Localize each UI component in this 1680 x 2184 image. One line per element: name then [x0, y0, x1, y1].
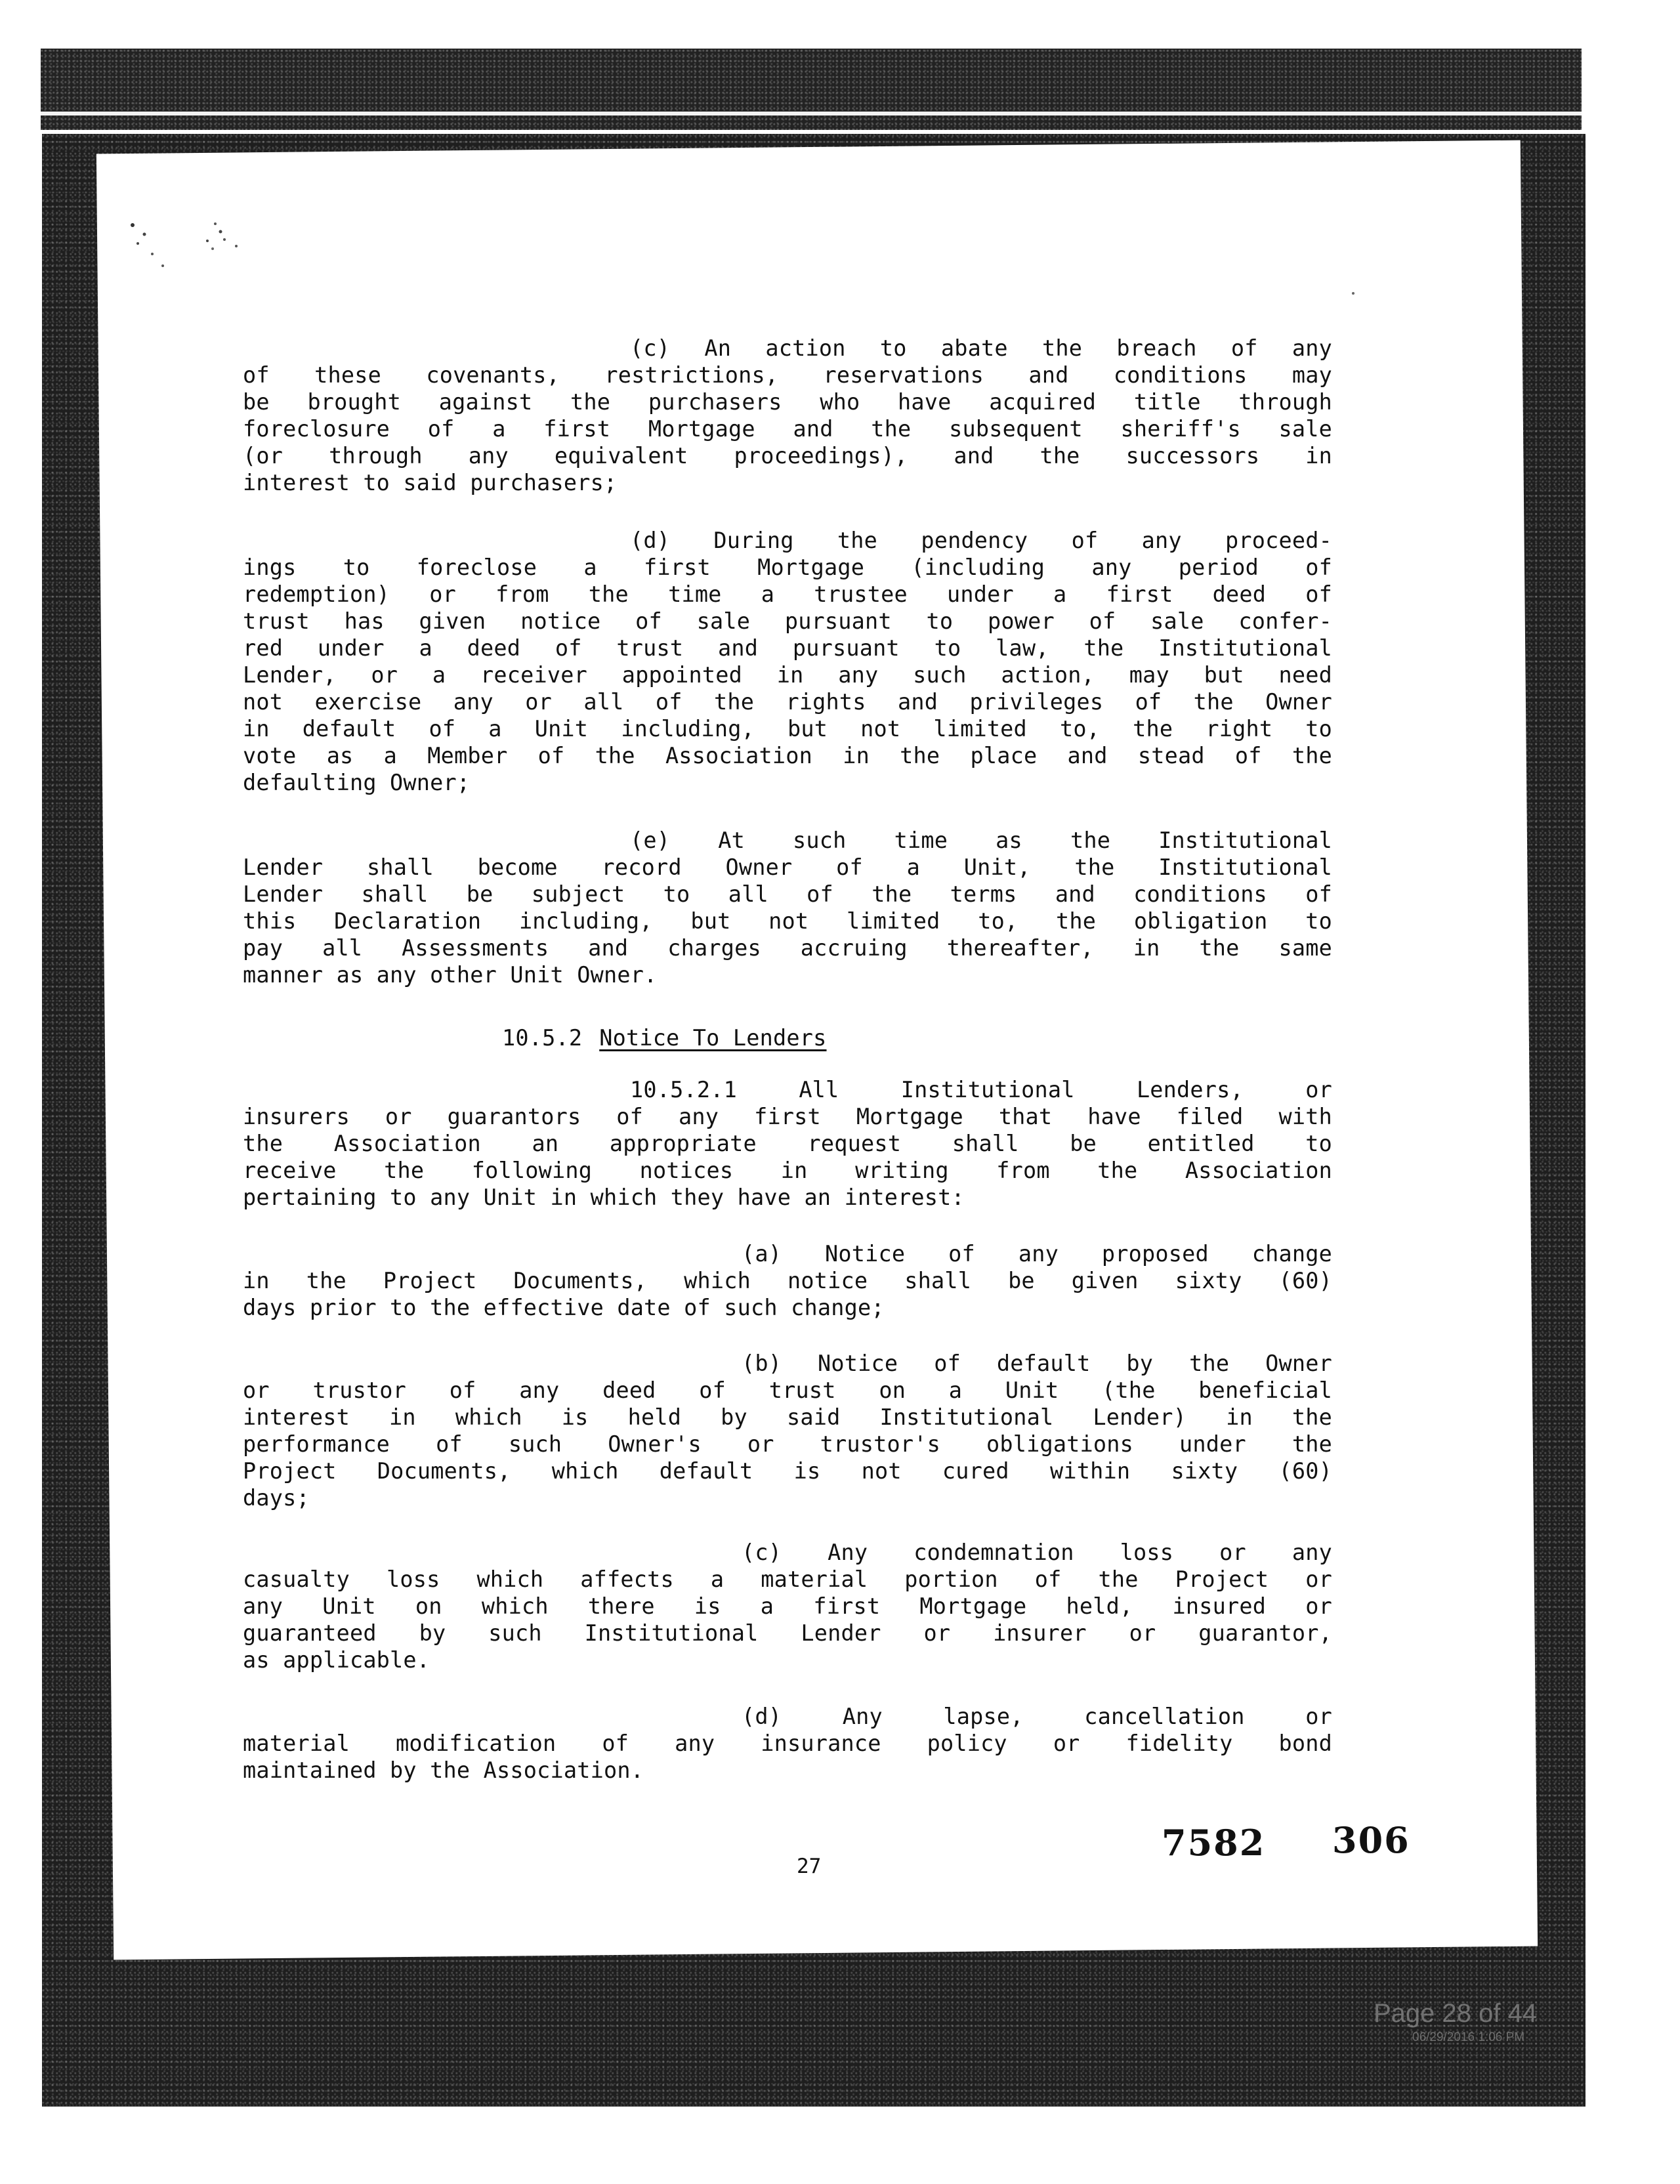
text-line: (e) At such time as the Institutional: [630, 828, 1332, 853]
text-line: defaulting Owner;: [243, 770, 471, 795]
page-number: 27: [797, 1855, 822, 1878]
text-line: performance of such Owner's or trustor's obligations under the: [243, 1431, 1332, 1457]
text-line: (or through any equivalent proceedings), and the successors in: [243, 443, 1332, 469]
recording-stamp-book: 7582: [1162, 1822, 1266, 1864]
text-line: (c) Any condemnation loss or any: [742, 1540, 1332, 1565]
scan-top-band: [41, 49, 1582, 130]
text-line: days;: [243, 1485, 310, 1511]
recording-stamp-page: 306: [1332, 1819, 1410, 1861]
text-line: redemption) or from the time a trustee under a first deed of: [243, 581, 1332, 607]
scan-speck: [1352, 292, 1354, 295]
text-line: interest in which is held by said Institutional Lender) in the: [243, 1404, 1332, 1430]
text-line: of these covenants, restrictions, reservations and conditions may: [243, 362, 1332, 388]
text-line: be brought against the purchasers who have acquired title through: [243, 389, 1332, 415]
text-line: (b) Notice of default by the Owner: [742, 1351, 1332, 1376]
text-line: pertaining to any Unit in which they have an interest:: [243, 1185, 965, 1210]
section-heading: [502, 1024, 827, 1051]
viewer-timestamp: 06/29/2016 1:06 PM: [1412, 2030, 1525, 2044]
text-line: Lender shall be subject to all of the terms and conditions of: [243, 881, 1332, 907]
text-line: maintained by the Association.: [243, 1757, 644, 1783]
text-line: or trustor of any deed of trust on a Unit (the beneficial: [243, 1377, 1332, 1403]
text-line: Lender, or a receiver appointed in any such action, may but need: [243, 662, 1332, 688]
text-line: any Unit on which there is a first Mortgage held, insured or: [243, 1593, 1332, 1619]
scan-top-band-line: [41, 112, 1582, 116]
text-line: Project Documents, which default is not cured within sixty (60): [243, 1458, 1332, 1484]
text-line: red under a deed of trust and pursuant to law, the Institutional: [243, 635, 1332, 661]
text-line: interest to said purchasers;: [243, 470, 618, 495]
text-line: not exercise any or all of the rights and privileges of the Owner: [243, 689, 1332, 715]
scan-specks: [125, 220, 256, 279]
paragraph-c-abate: [243, 335, 1332, 496]
text-line: in the Project Documents, which notice shall be given sixty (60): [243, 1268, 1332, 1293]
text-line: days prior to the effective date of such change;: [243, 1295, 885, 1320]
paragraph-d-pendency: [243, 527, 1332, 796]
text-line: casualty loss which affects a material portion of the Project or: [243, 1566, 1332, 1592]
text-line: foreclosure of a first Mortgage and the subsequent sheriff's sale: [243, 416, 1332, 442]
paragraph-b-notice-default: [243, 1350, 1332, 1511]
text-line: ings to foreclose a first Mortgage (including any period of: [243, 555, 1332, 580]
section-title: Notice To Lenders: [599, 1025, 827, 1051]
text-line: (c) An action to abate the breach of any: [630, 335, 1332, 361]
paragraph-c-condemnation: [243, 1539, 1332, 1673]
text-line: (a) Notice of any proposed change: [742, 1241, 1332, 1267]
paragraph-e-record-owner: [243, 827, 1332, 988]
text-line: guaranteed by such Institutional Lender or insurer or guarantor,: [243, 1620, 1332, 1646]
paragraph-10-5-2-1: [243, 1076, 1332, 1211]
text-line: in default of a Unit including, but not limited to, the right to: [243, 716, 1332, 742]
section-number: 10.5.2: [502, 1025, 583, 1051]
text-line: Lender shall become record Owner of a Unit, the Institutional: [243, 854, 1332, 880]
text-line: material modification of any insurance policy or fidelity bond: [243, 1731, 1332, 1756]
text-line: as applicable.: [243, 1647, 430, 1673]
text-line: trust has given notice of sale pursuant to power of sale confer-: [243, 608, 1332, 634]
text-line: 10.5.2.1 All Institutional Lenders, or: [630, 1077, 1332, 1102]
text-line: (d) During the pendency of any proceed-: [630, 528, 1332, 553]
text-line: pay all Assessments and charges accruing thereafter, in the same: [243, 935, 1332, 961]
text-line: insurers or guarantors of any first Mortgage that have filed with: [243, 1104, 1332, 1129]
text-line: the Association an appropriate request shall be entitled to: [243, 1131, 1332, 1156]
text-line: this Declaration including, but not limited to, the obligation to: [243, 908, 1332, 934]
text-line: (d) Any lapse, cancellation or: [742, 1704, 1332, 1729]
text-line: manner as any other Unit Owner.: [243, 962, 658, 988]
text-line: vote as a Member of the Association in the place and stead of the: [243, 743, 1332, 768]
text-line: receive the following notices in writing from the Association: [243, 1158, 1332, 1183]
paragraph-a-notice-change: [243, 1240, 1332, 1321]
paragraph-d-lapse: [243, 1703, 1332, 1784]
viewer-page-indicator: Page 28 of 44: [1374, 1999, 1538, 2028]
